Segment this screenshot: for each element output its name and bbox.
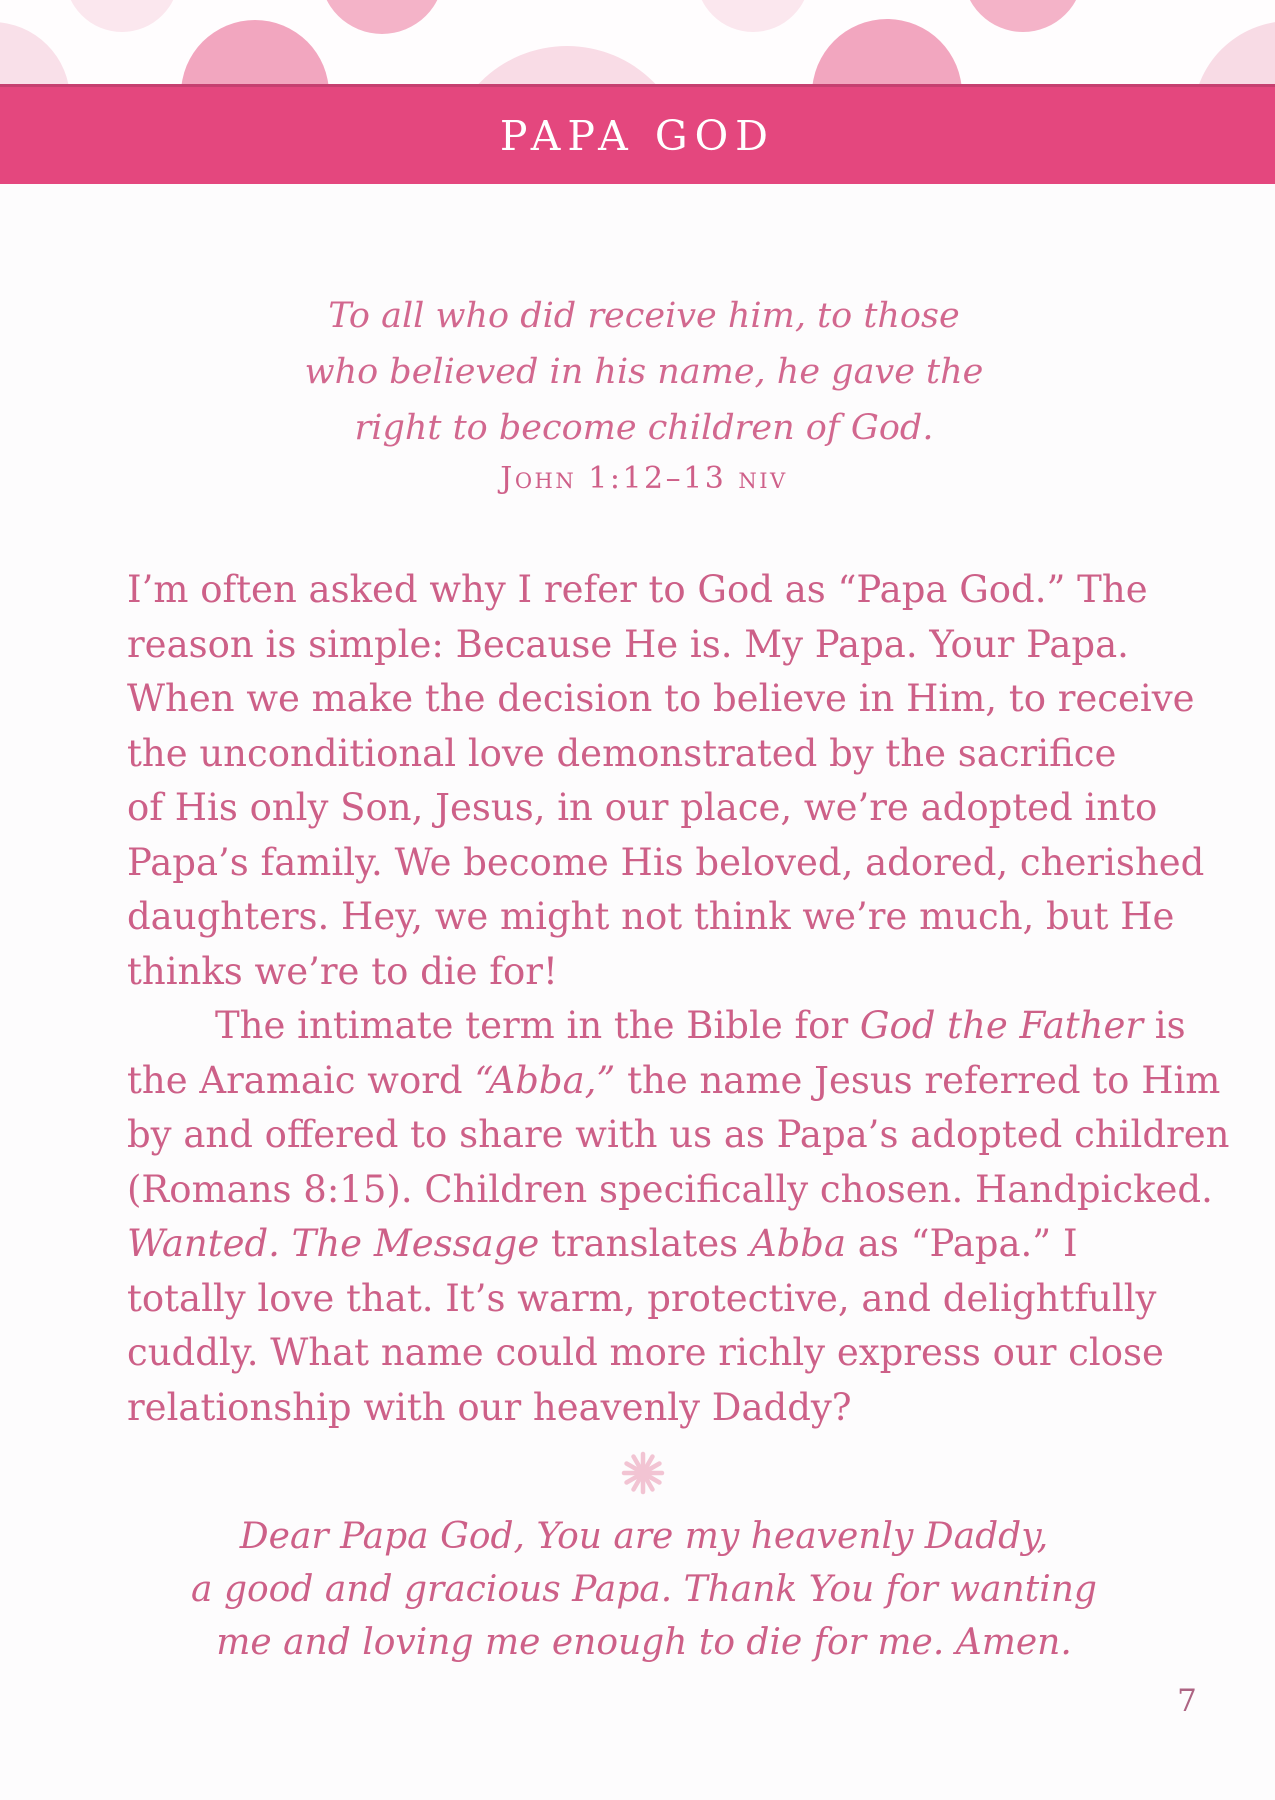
polka-dot (812, 19, 962, 84)
text-line: cuddly. What name could more richly express our close (127, 1331, 1164, 1374)
starburst-icon-svg (619, 1449, 667, 1497)
polka-dot (1193, 21, 1275, 84)
text-line: (Romans 8:15). Children specifically chosen. Handpicked. (127, 1167, 1213, 1211)
text-line: by and offered to share with us as Papa’s adopted children (127, 1113, 1230, 1156)
text-line: relationship with our heavenly Daddy? (127, 1385, 852, 1429)
starburst-ornament-icon (619, 1449, 667, 1497)
text-line: of His only Son, Jesus, in our place, we’re adopted into (127, 786, 1158, 829)
text-line: the unconditional love demonstrated by the sacrifice (127, 731, 1117, 775)
text-line: Dear Papa God, You are my heavenly Daddy, (239, 1516, 1049, 1557)
polka-dot (0, 22, 70, 84)
polka-dot (65, 0, 179, 32)
text-line: a good and gracious Papa. Thank You for wanting (191, 1569, 1097, 1610)
text-line: who believed in his name, he gave the (304, 352, 984, 392)
text-line: right to become children of God. (354, 408, 934, 448)
scripture-quote-lines (127, 288, 1161, 456)
text-line: the Aramaic word “Abba,” the name Jesus referred to Him (127, 1058, 1221, 1102)
polka-dot (320, 0, 444, 34)
devotional-body-text (127, 563, 1230, 1435)
text-line: When we make the decision to believe in Him, to receive (127, 677, 1195, 720)
text-line: I’m often asked why I refer to God as “Papa God.” The (127, 568, 1148, 611)
scripture-quote-block (127, 288, 1161, 496)
closing-prayer-text (127, 1510, 1161, 1669)
text-line: daughters. Hey, we might not think we’re much, but He (127, 895, 1175, 938)
text-line: To all who did receive him, to those (328, 296, 960, 336)
text-line: Wanted. The Message translates Abba as “Papa.” I (127, 1222, 1078, 1265)
text-line: totally love that. It’s warm, protective, and delightfully (127, 1276, 1157, 1320)
text-line: reason is simple: Because He is. My Papa. Your Papa. (127, 622, 1129, 666)
polka-dot (696, 0, 810, 32)
page-number: 7 (1177, 1683, 1197, 1719)
chapter-title: PAPA GOD (499, 111, 776, 160)
polka-dot (445, 46, 689, 84)
polka-dot (181, 20, 329, 84)
chapter-header-bar (0, 84, 1275, 184)
text-line: thinks we’re to die for! (127, 949, 558, 993)
text-line: me and loving me enough to die for me. Amen. (216, 1622, 1072, 1663)
text-line: Papa’s family. We become His beloved, adored, cherished (127, 840, 1205, 884)
dot-pattern-band (0, 0, 1275, 84)
scripture-reference: John 1:12–13 niv (500, 461, 788, 496)
polka-dot (963, 0, 1083, 32)
text-line: The intimate term in the Bible for God the Father is (215, 1004, 1186, 1047)
